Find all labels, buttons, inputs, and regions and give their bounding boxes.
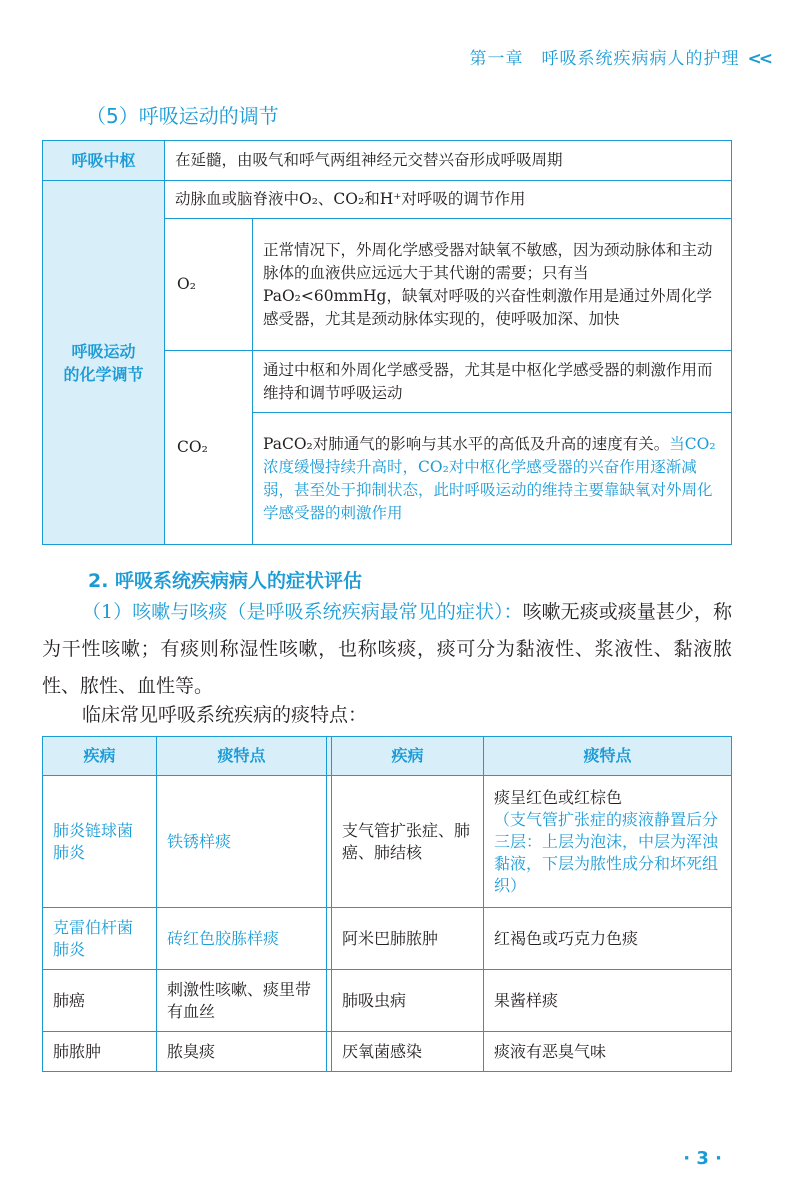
table-row <box>43 181 732 219</box>
header-sputum: 痰特点 <box>157 737 327 776</box>
sputum-cell: 痰液有恶臭气味 <box>484 1032 732 1072</box>
sputum-cell: 铁锈样痰 <box>157 776 327 908</box>
disease-cell: 肺炎链球菌肺炎 <box>43 776 157 908</box>
respiratory-regulation-table <box>42 140 732 545</box>
table-row <box>43 908 732 970</box>
co2-label-cell: CO₂ <box>165 351 253 545</box>
sputum-cell: 红褐色或巧克力色痰 <box>484 908 732 970</box>
cough-text: 咳嗽无痰或痰量甚少，称为干性咳嗽；有痰则称湿性咳嗽，也称咳痰，痰可分为黏液性、浆液性、黏液脓性、脓性、血性等。 <box>42 601 732 697</box>
cough-paragraph <box>42 594 732 705</box>
sputum-features-table <box>42 736 732 1072</box>
sputum-note: （支气管扩张症的痰液静置后分三层：上层为泡沫，中层为浑浊黏液，下层为脓性成分和坏死组织） <box>494 809 719 895</box>
table-row <box>43 141 732 181</box>
disease-cell: 肺脓肿 <box>43 1032 157 1072</box>
section-title: （5）呼吸运动的调节 <box>86 104 279 128</box>
chem-regulation-label <box>43 181 165 545</box>
center-label-cell: 呼吸中枢 <box>43 141 165 181</box>
header-disease: 疾病 <box>43 737 157 776</box>
disease-cell: 肺吸虫病 <box>332 970 484 1032</box>
disease-cell: 厌氧菌感染 <box>332 1032 484 1072</box>
chem-intro-cell: 动脉血或脑脊液中O₂、CO₂和H⁺对呼吸的调节作用 <box>165 181 732 219</box>
disease-cell: 肺癌 <box>43 970 157 1032</box>
cough-highlight: （1）咳嗽与咳痰（是呼吸系统疾病最常见的症状）： <box>82 601 523 623</box>
co2-text-highlight: 当CO₂浓度缓慢持续升高时，CO₂对中枢化学感受器的兴奋作用逐渐减弱，甚至处于抑制状态，此时呼吸运动的维持主要靠缺氧对外周化学感受器的刺激作用 <box>263 434 716 522</box>
running-header <box>470 44 771 69</box>
co2-text-cell <box>253 413 732 545</box>
sputum-main: 痰呈红色或红棕色 <box>494 787 623 807</box>
table-row <box>43 970 732 1032</box>
sputum-cell: 刺激性咳嗽、痰里带有血丝 <box>157 970 327 1032</box>
table-row <box>43 776 732 908</box>
chapter-title: 第一章 呼吸系统疾病病人的护理 <box>469 49 740 69</box>
co2-text-cell: 通过中枢和外周化学感受器，尤其是中枢化学感受器的刺激作用而维持和调节呼吸运动 <box>253 351 732 413</box>
disease-cell: 支气管扩张症、肺癌、肺结核 <box>332 776 484 908</box>
sputum-cell <box>484 776 732 908</box>
sputum-cell: 砖红色胶胨样痰 <box>157 908 327 970</box>
header-disease: 疾病 <box>332 737 484 776</box>
symptom-assessment-heading: 2. 呼吸系统疾病病人的症状评估 <box>88 570 363 592</box>
sputum-intro: 临床常见呼吸系统疾病的痰特点： <box>82 704 368 726</box>
disease-cell: 克雷伯杆菌肺炎 <box>43 908 157 970</box>
o2-text-cell: 正常情况下，外周化学感受器对缺氧不敏感，因为颈动脉体和主动脉体的血液供应远远大于其代谢的需要；只有当PaO₂<60mmHg，缺氧对呼吸的兴奋性刺激作用是通过外周化学感受器，尤其是颈动脉体实现的，使呼吸加深、加快 <box>253 219 732 351</box>
header-sputum: 痰特点 <box>484 737 732 776</box>
sputum-cell: 脓臭痰 <box>157 1032 327 1072</box>
chevron-left-icon: << <box>747 49 770 69</box>
center-text-cell: 在延髓，由吸气和呼气两组神经元交替兴奋形成呼吸周期 <box>165 141 732 181</box>
co2-text-black: PaCO₂对肺通气的影响与其水平的高低及升高的速度有关。 <box>263 434 670 453</box>
chem-label-line: 呼吸运动 <box>71 341 136 361</box>
table-header-row <box>43 737 732 776</box>
page-number: · 3 · <box>683 1148 722 1169</box>
sputum-cell: 果酱样痰 <box>484 970 732 1032</box>
o2-label-cell: O₂ <box>165 219 253 351</box>
chem-label-line: 的化学调节 <box>63 364 144 384</box>
disease-cell: 阿米巴肺脓肿 <box>332 908 484 970</box>
table-row <box>43 1032 732 1072</box>
